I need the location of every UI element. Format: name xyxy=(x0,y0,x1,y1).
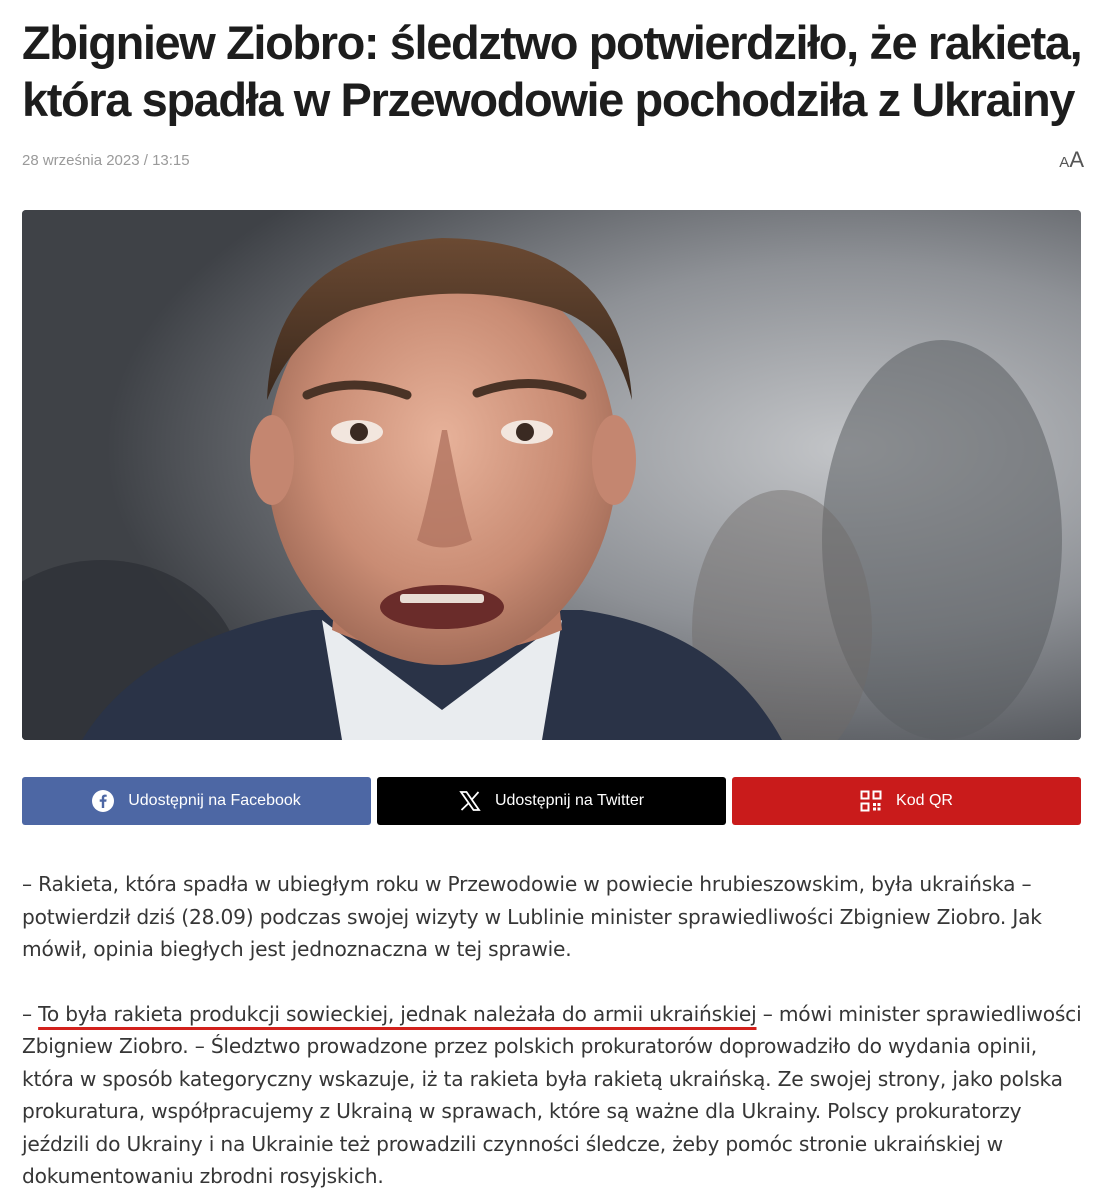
share-bar xyxy=(22,777,1081,825)
font-size-small-icon: A xyxy=(1059,154,1070,171)
share-facebook-label: Udostępnij na Facebook xyxy=(128,792,301,809)
publish-date: 28 września 2023 / 13:15 xyxy=(22,151,190,169)
article-headline: Zbigniew Ziobro: śledztwo potwierdziło, że rakieta, która spadła w Przewodowie pochodziła z Ukrainy xyxy=(22,16,1082,126)
share-facebook-button[interactable] xyxy=(22,777,371,825)
article-meta xyxy=(22,148,1084,172)
highlighted-quote: To była rakieta produkcji sowieckiej, jednak należała do armii ukraińskiej xyxy=(38,1001,757,1026)
hero-photo xyxy=(22,210,1081,740)
share-twitter-label: Udostępnij na Twitter xyxy=(494,792,645,809)
share-twitter-button[interactable] xyxy=(377,777,726,825)
qr-code-icon xyxy=(860,790,882,812)
font-size-toggle[interactable] xyxy=(1059,147,1084,173)
qr-code-button[interactable] xyxy=(732,777,1081,825)
font-size-large-icon: A xyxy=(1069,147,1084,172)
dash: – xyxy=(22,1001,39,1026)
facebook-icon xyxy=(92,790,114,812)
article-body xyxy=(22,868,1084,1200)
qr-code-label: Kod QR xyxy=(896,792,953,809)
quote-continuation: – mówi minister sprawiedliwości Zbigniew Ziobro. – Śledztwo prowadzone przez polskich prokuratorów doprowadziło do wydania opinii, która w sposób kategoryczny wskazuje, iż ta rakieta była rakietą ukraińską. Ze swojej strony, jako polska prokuratura, współpracujemy z Ukrainą w sprawach, które są ważne dla Ukrainy. Polscy prokuratorzy jeździli do Ukrainy i na Ukrainie też prowadzili czynności śledcze, żeby pomóc stronie ukraińskiej w dokumentowaniu zbrodni rosyjskich. xyxy=(22,1001,1082,1188)
portrait-illustration xyxy=(22,210,1081,740)
article-paragraph xyxy=(22,998,1084,1193)
x-icon xyxy=(459,791,481,811)
article-paragraph: – Rakieta, która spadła w ubiegłym roku w Przewodowie w powiecie hrubieszowskim, była ukraińska – potwierdził dziś (28.09) podczas swojej wizyty w Lublinie minister sprawiedliwości Zbigniew Ziobro. Jak mówił, opinia biegłych jest jednoznaczna w tej sprawie. xyxy=(22,872,1042,961)
